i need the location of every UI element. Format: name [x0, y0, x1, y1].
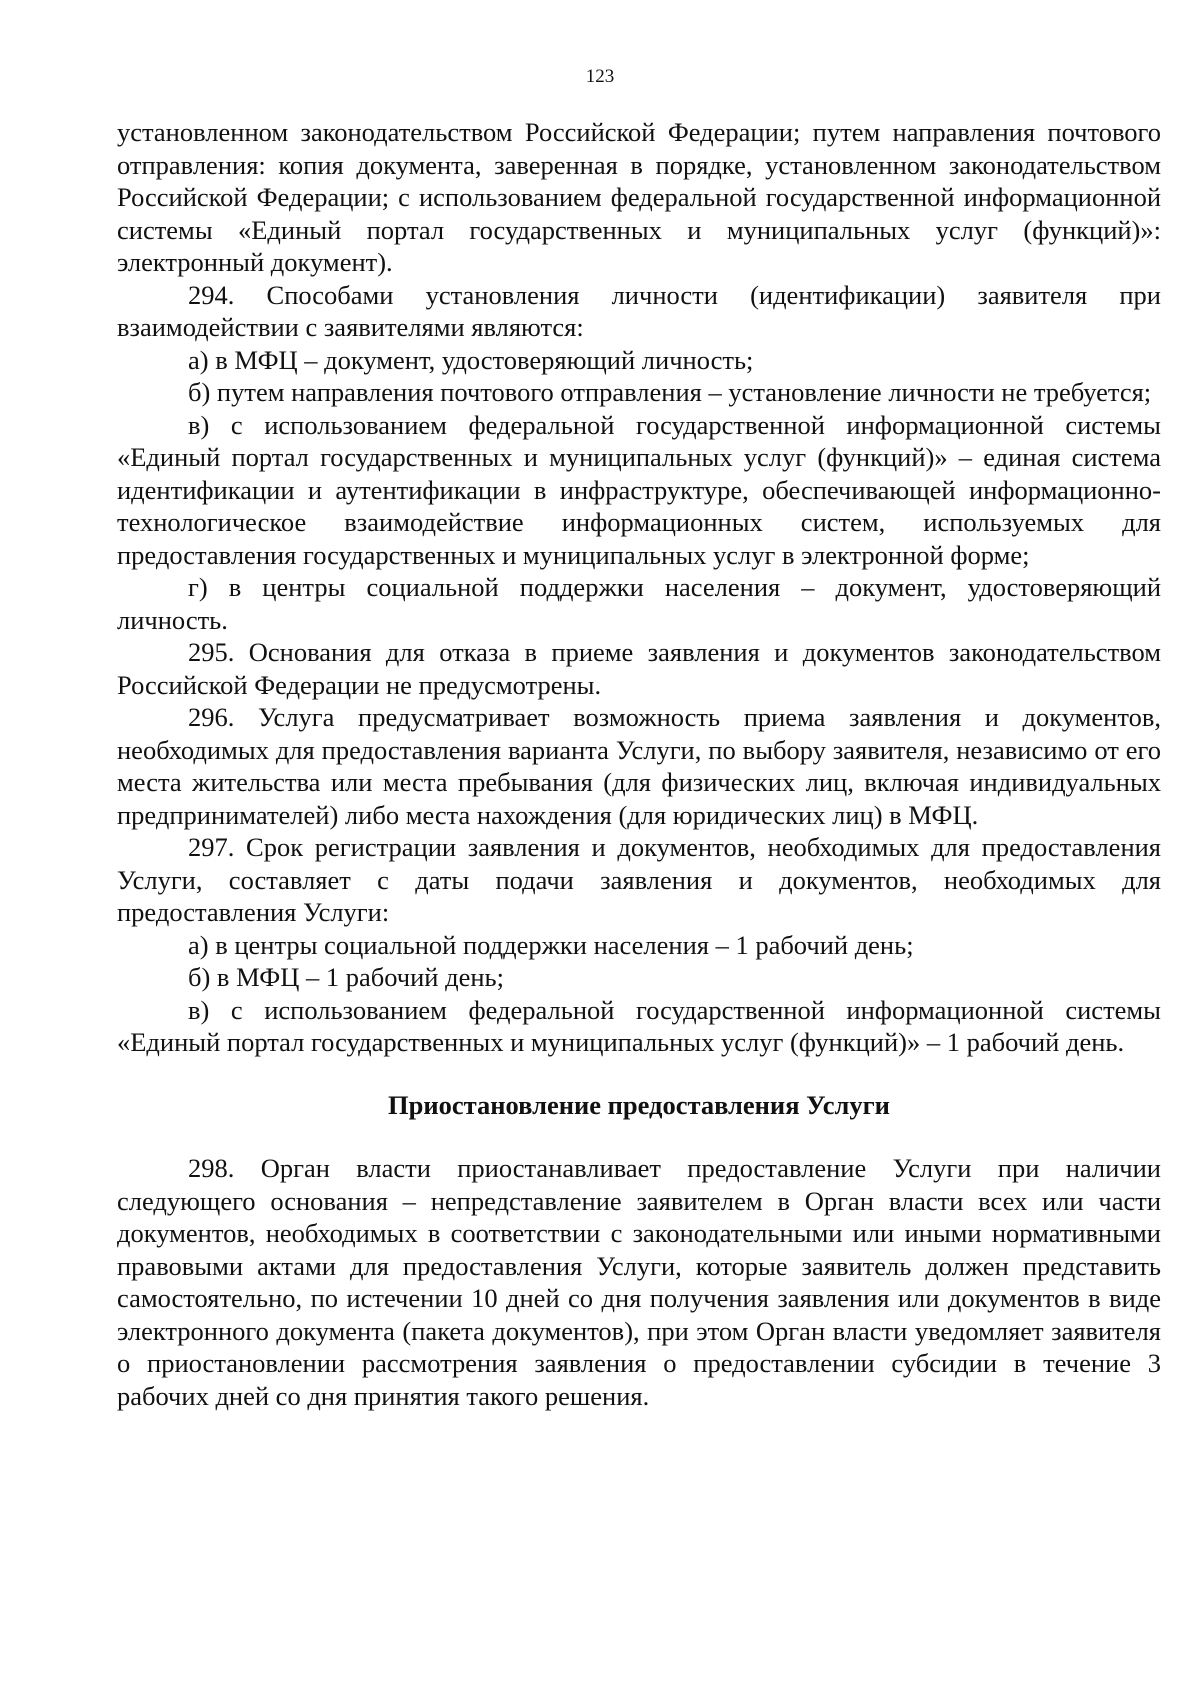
page-number: 123	[585, 66, 615, 87]
paragraph-294-g: г) в центры социальной поддержки населения – документ, удостоверяющий личность.	[117, 572, 1161, 635]
paragraph-297: 297. Срок регистрации заявления и документов, необходимых для предоставления Услуги, составляет с даты подачи заявления и документов, необходимых для предоставления Услуги:	[117, 832, 1161, 927]
paragraph-298: 298. Орган власти приостанавливает предоставление Услуги при наличии следующего основания – непредставление заявителем в Орган власти всех или части документов, необходимых в соответствии с законодательными или иными нормативными правовыми актами для предоставления Услуги, которые заявитель должен представить самостоятельно, по истечении 10 дней со дня получения заявления или документов в виде электронного документа (пакета документов), при этом Орган власти уведомляет заявителя о приостановлении рассмотрения заявления о предоставлении субсидии в течение 3 рабочих дней со дня принятия такого решения.	[117, 1153, 1161, 1411]
paragraph-295: 295. Основания для отказа в приеме заявления и документов законодательством Российской Федерации не предусмотрены.	[117, 637, 1161, 700]
paragraph-294-b: б) путем направления почтового отправления – установление личности не требуется;	[188, 377, 1152, 407]
section-heading: Приостановление предоставления Услуги	[388, 1089, 890, 1120]
document-body	[117, 116, 1161, 1412]
paragraph-continuation: установленном законодательством Российской Федерации; путем направления почтового отправления: копия документа, заверенная в порядке, установленном законодательством Российской Федерации; с использованием федеральной государственной информационной системы «Единый портал государственных и муниципальных услуг (функций)»: электронный документ).	[117, 117, 1161, 277]
paragraph-296: 296. Услуга предусматривает возможность приема заявления и документов, необходимых для предоставления варианта Услуги, по выбору заявителя, независимо от его места жительства или места пребывания (для физических лиц, включая индивидуальных предпринимателей) либо места нахождения (для юридических лиц) в МФЦ.	[117, 702, 1161, 830]
paragraph-294-a: а) в МФЦ – документ, удостоверяющий личность;	[188, 344, 754, 375]
paragraph-294-v: в) с использованием федеральной государственной информационной системы «Единый портал государственных и муниципальных услуг (функций)» – единая система идентификации и аутентификации в инфраструктуре, обеспечивающей информационно-технологическое взаимодействие информационных систем, используемых для предоставления государственных и муниципальных услуг в электронной форме;	[117, 409, 1161, 570]
paragraph-294: 294. Способами установления личности (идентификации) заявителя при взаимодействии с заявителями являются:	[117, 279, 1161, 342]
paragraph-297-v: в) с использованием федеральной государственной информационной системы «Единый портал государственных и муниципальных услуг (функций)» – 1 рабочий день.	[117, 994, 1161, 1057]
paragraph-297-a: а) в центры социальной поддержки населения – 1 рабочий день;	[188, 929, 914, 960]
paragraph-297-b: б) в МФЦ – 1 рабочий день;	[188, 962, 504, 992]
